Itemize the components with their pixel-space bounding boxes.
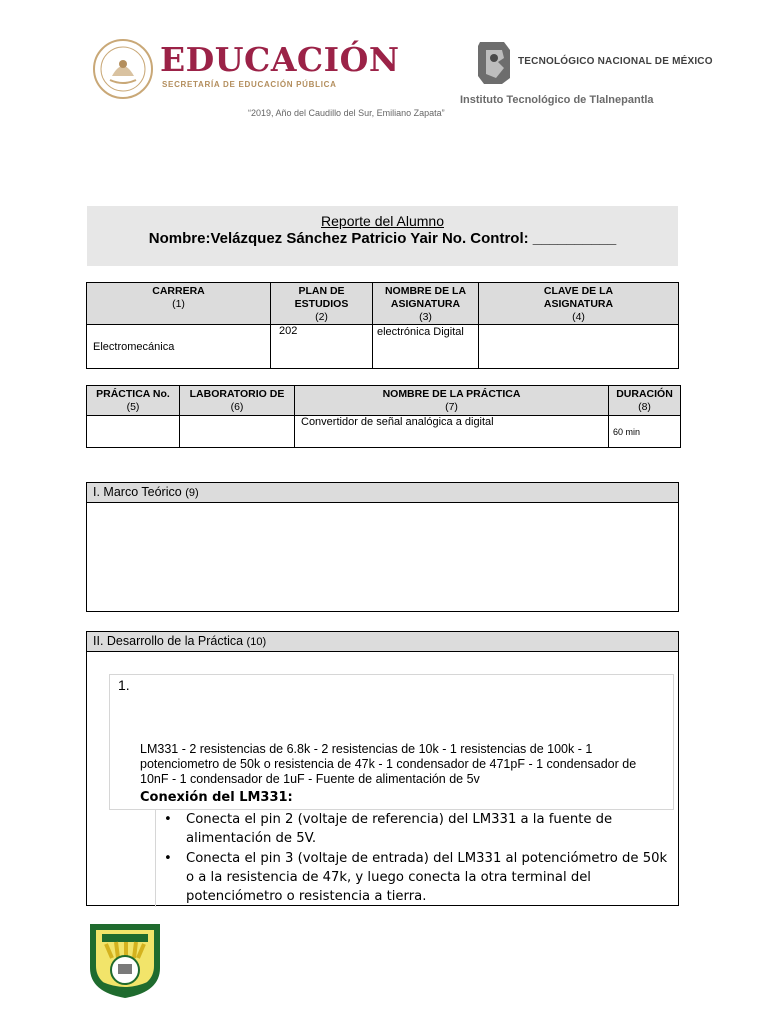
header-nombre-asignatura: NOMBRE DE LA ASIGNATURA (3) [373,283,479,325]
desarrollo-header: II. Desarrollo de la Práctica (10) [87,632,679,652]
header-laboratorio: LABORATORIO DE (6) [180,386,295,416]
header-nombre-practica: NOMBRE DE LA PRÁCTICA (7) [295,386,609,416]
header-practica-no: PRÁCTICA No. (5) [87,386,180,416]
school-crest-logo [86,918,164,1000]
steps-box [155,809,678,907]
student-name-line: Nombre:Velázquez Sánchez Patricio Yair No. Control: __________ [148,230,617,247]
list-item: • Conecta el pin 3 (voltaje de entrada) del LM331 al potenciómetro de 50k o a la resistencia de 47k, y luego conecta la otra terminal del potenciómetro o resistencia a tierra. [164,851,668,904]
tecnm-name: TECNOLÓGICO NACIONAL DE MÉXICO [518,56,713,67]
report-title-box [87,206,678,266]
marco-teorico-header: I. Marco Teórico (9) [87,483,679,503]
value-laboratorio [180,416,295,448]
header-clave-asignatura: CLAVE DE LA ASIGNATURA (4) [479,283,679,325]
mexico-coat-of-arms-logo [92,38,154,100]
list-item: • Conecta el pin 2 (voltaje de referencia) del LM331 a la fuente de alimentación de 5V. [164,812,613,846]
year-motto: “2019, Año del Caudillo del Sur, Emiliano Zapata” [248,108,445,118]
marco-teorico-body [87,503,679,612]
connection-title: Conexión del LM331: [140,790,293,805]
practice-info-table [86,385,681,448]
steps-list [156,810,678,906]
sep-logo-subtitle: SECRETARÍA DE EDUCACIÓN PÚBLICA [162,80,337,89]
header-carrera: CARRERA (1) [87,283,271,325]
materials-list: LM331 - 2 resistencias de 6.8k - 2 resistencias de 10k - 1 resistencias de 100k - 1 potenciometro de 50k o resistencia de 47k - 1 condensador de 471pF - 1 condensador de 10nF - 1 condensador de 1uF - Fuente de alimentación de 5v [140,742,637,786]
course-info-table [86,282,679,369]
value-carrera: Electromecánica [87,325,271,369]
item-number: 1. [118,677,130,693]
tecnm-logo [474,38,514,86]
value-clave-asignatura [479,325,679,369]
header-duracion: DURACIÓN (8) [609,386,681,416]
sep-logo-word: EDUCACIÓN [160,40,400,79]
value-nombre-asignatura: electrónica Digital [373,325,479,369]
value-practica-no [87,416,180,448]
value-plan-estudios: 202 [271,325,373,369]
value-duracion: 60 min [609,416,681,448]
value-nombre-practica: Convertidor de señal analógica a digital [295,416,609,448]
institute-name: Instituto Tecnológico de Tlalnepantla [460,94,654,106]
marco-teorico-section [86,482,679,612]
header-plan-estudios: PLAN DE ESTUDIOS (2) [271,283,373,325]
report-title: Reporte del Alumno [321,213,444,229]
